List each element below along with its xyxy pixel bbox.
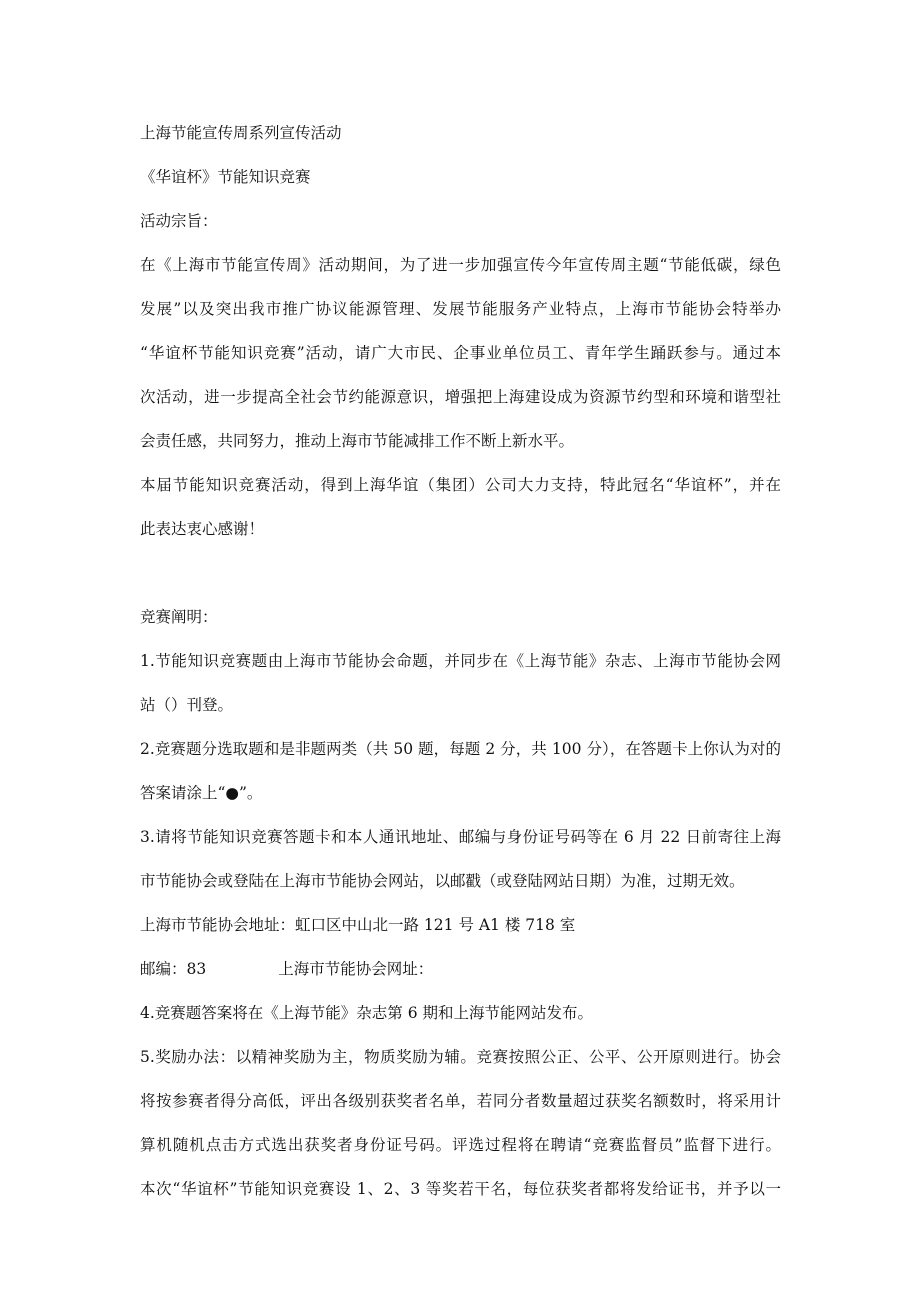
paragraph-line: 本届节能知识竞赛活动，得到上海华谊（集团）公司大力支持，特此冠名“华谊杯”，并在 <box>140 476 781 494</box>
paragraph-line: “华谊杯节能知识竞赛”活动，请广大市民、企事业单位员工、青年学生踊跃参与。通过本 <box>140 344 781 362</box>
section-heading-purpose: 活动宗旨： <box>140 212 218 230</box>
rule-line: 1.节能知识竞赛题由上海市节能协会命题，并同步在《上海节能》杂志、上海市节能协会网 <box>140 652 781 670</box>
rule-line: 将按参赛者得分高低，评出各级别获奖者名单，若同分者数量超过获奖名额数时，将采用计 <box>140 1092 781 1110</box>
rule-line: 本次“华谊杯”节能知识竞赛设 1、2、3 等奖若干名，每位获奖者都将发给证书，并予以一 <box>140 1180 781 1198</box>
paragraph-line: 次活动，进一步提高全社会节约能源意识，增强把上海建设成为资源节约型和环境和谐型社 <box>140 388 781 406</box>
document-page <box>140 122 781 1222</box>
rule-line: 4.竞赛题答案将在《上海节能》杂志第 6 期和上海节能网站发布。 <box>140 1004 594 1022</box>
rule-line: 3.请将节能知识竞赛答题卡和本人通讯地址、邮编与身份证号码等在 6 月 22 日前寄往上海 <box>140 828 781 846</box>
blank-line <box>140 562 781 606</box>
postcode-website-line <box>140 958 781 1002</box>
paragraph-line: 会责任感，共同努力，推动上海市节能减排工作不断上新水平。 <box>140 432 575 450</box>
website-label: 上海市节能协会网址： <box>278 960 434 978</box>
rule-line: 2.竞赛题分选取题和是非题两类（共 50 题，每题 2 分，共 100 分），在答题卡上你认为对的 <box>140 740 781 758</box>
address-line: 上海市节能协会地址：虹口区中山北一路 121 号 A1 楼 718 室 <box>140 916 576 934</box>
rule-line: 答案请涂上“●”。 <box>140 784 263 802</box>
rule-line: 站（）刊登。 <box>140 696 234 714</box>
rule-line: 市节能协会或登陆在上海市节能协会网站，以邮戳（或登陆网站日期）为准，过期无效。 <box>140 872 745 890</box>
rule-line: 5.奖励办法：以精神奖励为主，物质奖励为辅。竞赛按照公正、公平、公开原则进行。协会 <box>140 1048 781 1066</box>
postcode: 邮编：83 <box>140 960 207 978</box>
paragraph-line: 发展”以及突出我市推广协议能源管理、发展节能服务产业特点，上海市节能协会特举办 <box>140 300 781 318</box>
section-heading-rules: 竞赛阐明： <box>140 608 218 626</box>
rule-line: 算机随机点击方式选出获奖者身份证号码。评选过程将在聘请“竞赛监督员”监督下进行。 <box>140 1136 781 1154</box>
paragraph-line: 在《上海市节能宣传周》活动期间，为了进一步加强宣传今年宣传周主题“节能低碳，绿色 <box>140 256 781 274</box>
doc-title: 上海节能宣传周系列宣传活动 <box>140 124 342 142</box>
paragraph-line: 此表达衷心感谢！ <box>140 520 265 538</box>
doc-subtitle: 《华谊杯》节能知识竞赛 <box>140 168 311 186</box>
